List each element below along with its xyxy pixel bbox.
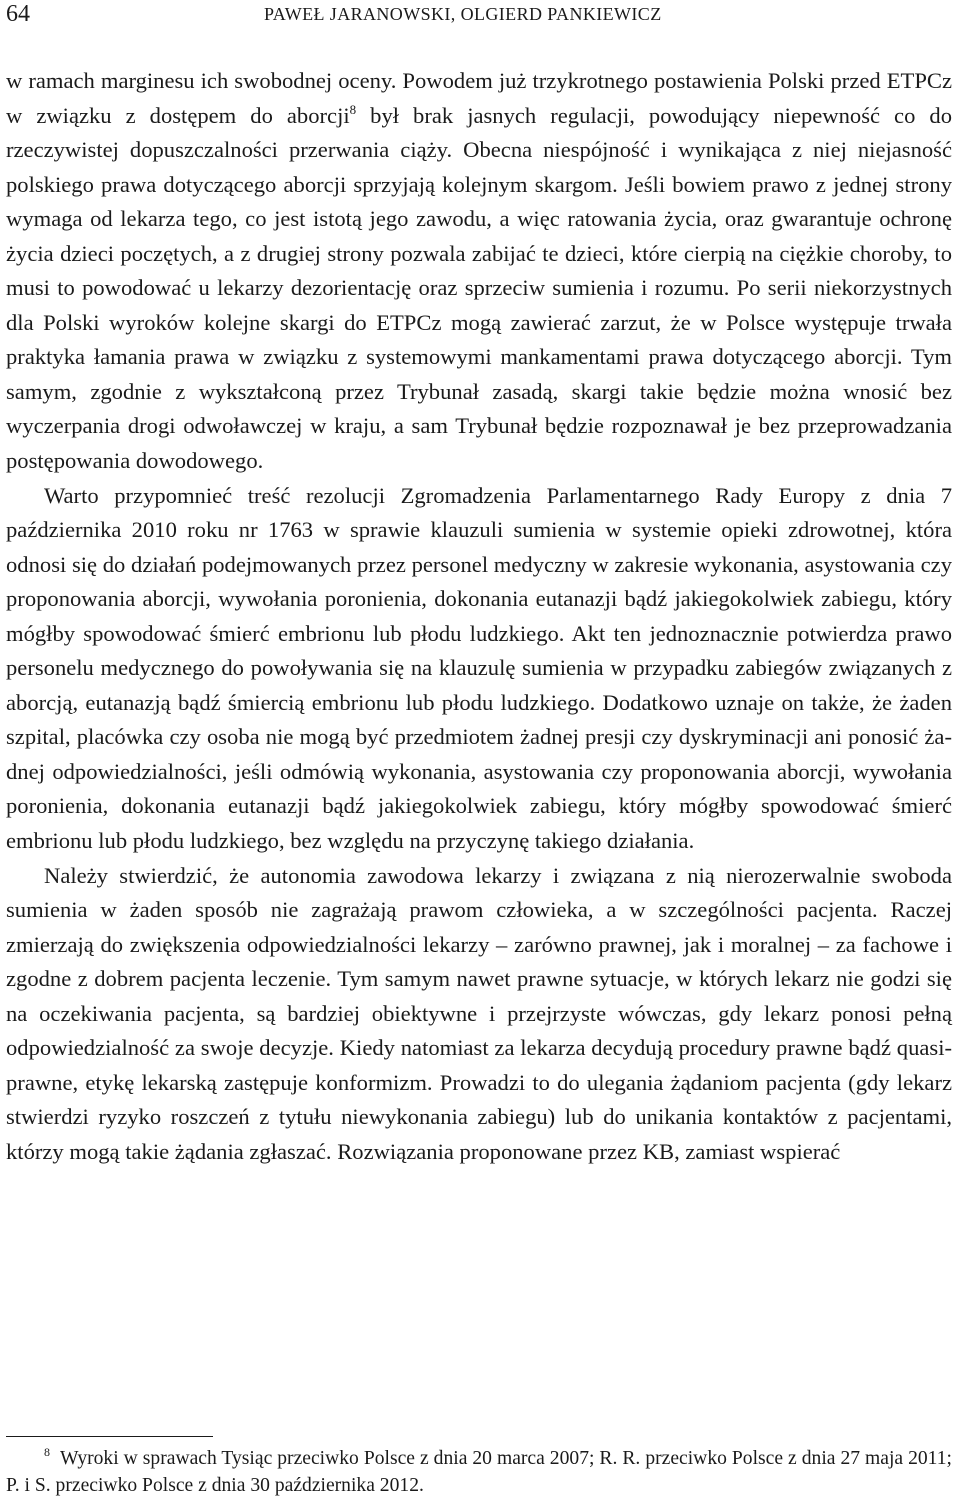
paragraph-3: Należy stwierdzić, że autonomia zawodowa lekarzy i związana z nią nierozerwalnie swoboda sumienia w żaden sposób nie zagrażają prawom człowieka, a w szczególności pacjenta. Raczej zmierzają do zwiększenia odpowiedzialności lekarzy – zarówno prawnej, jak i moralnej – za fachowe i zgodne z dobrem pacjenta leczenie. Tym samym nawet prawne sytuacje, w których lekarz nie godzi się na oczekiwania pacjenta, są bardziej obiektywne i przejrzyste wówczas, gdy lekarz ponosi pełną odpowiedzialność za swoje decyzje. Kiedy natomiast za lekarza decydują procedury prawne bądź quasi-prawne, etykę lekarską zastępuje konformizm. Prowadzi to do ulegania żądaniom pacjenta (gdy lekarz stwierdzi ryzyko roszczeń z tytułu niewykonania zabiegu) lub do unikania kontaktów z pacjentami, którzy mogą takie żądania zgłaszać. Rozwiązania proponowane przez KB, zamiast wspierać <box>6 862 952 1164</box>
paragraph-1 <box>6 64 952 479</box>
page-header <box>6 0 950 40</box>
footnote-number: 8 <box>44 1445 50 1459</box>
paragraph-2: Warto przypomnieć treść rezolucji Zgromadzenia Parlamentarnego Rady Europy z dnia 7 października 2010 roku nr 1763 w sprawie klauzuli sumienia w systemie opieki zdrowotnej, która odnosi się do działań podejmowanych przez personel medyczny w zakresie wykonania, asystowania czy proponowania aborcji, wywołania poronienia, dokonania eutanazji bądź jakiegokolwiek zabiegu, który mógłby spowodować śmierć embrionu lub płodu ludzkiego. Akt ten jednoznacznie potwierdza prawo personelu medycznego do powoływania się na klauzulę sumienia w przypadku zabiegów związanych z aborcją, eutanazją bądź śmiercią embrionu lub płodu ludzkiego. Dodatkowo uznaje on także, że żaden szpital, placówka czy osoba nie mogą być przedmiotem żadnej presji czy dyskryminacji ani ponosić żadnej odpowiedzialności, jeśli odmówią wykonania, asystowania czy proponowania aborcji, wywołania poronienia, dokonania eutanazji bądź jakiegokolwiek zabiegu, który mógłby spowodować śmierć embrionu lub płodu ludzkiego, bez względu na przyczynę takiego działania. <box>6 482 952 854</box>
footnote-reference: 8 <box>349 101 357 117</box>
body-text <box>6 64 952 1170</box>
footnote <box>6 1445 952 1499</box>
paragraph-1-part-b: był brak jasnych regulacji, powodujący niepewność co do rzeczywistej dopuszczalności przerwania ciąży. Obecna niespójność i wynikająca z niej niejasność polskiego prawa dotyczącego aborcji sprzyjają kolejnym skargom. Jeśli bowiem prawo z jednej strony wymaga od lekarza tego, co jest istotą jego zawodu, a więc ratowania życia, oraz gwarantuje ochronę życia dzieci poczętych, a z drugiej strony pozwala zabijać te dzieci, które cierpią na ciężkie choroby, to musi to powodować u lekarzy dezorientację oraz sprzeciw sumienia i rozumu. Po serii niekorzystnych dla Polski wyroków kolejne skargi do ETPCz mogą zawierać zarzut, że w Polsce występuje trwała praktyka łamania prawa w związku z systemowymi mankamentami prawa dotyczącego aborcji. Tym samym, zgodnie z wykształconą przez Trybunał zasadą, skargi takie będzie można wnosić bez wyczerpania drogi odwoławczej w kraju, a sam Trybunał będzie rozpoznawał je bez przeprowadzania postępowania dowodowego. <box>6 102 952 474</box>
page-number: 64 <box>6 1 30 27</box>
paragraph-1-part-a: w ramach marginesu ich swobodnej oceny. Powodem już trzykrotnego postawienia Polski przed ETPCz w związku z dostępem do aborcji <box>6 68 952 128</box>
running-head: PAWEŁ JARANOWSKI, OLGIERD PANKIEWICZ <box>264 4 662 24</box>
footnote-divider <box>6 1436 213 1437</box>
footnote-text: Wyroki w sprawach Tysiąc przeciwko Polsce z dnia 20 marca 2007; R. R. przeciwko Polsce z dnia 27 maja 2011; P. i S. przeciwko Polsce z dnia 30 października 2012. <box>6 1448 952 1496</box>
